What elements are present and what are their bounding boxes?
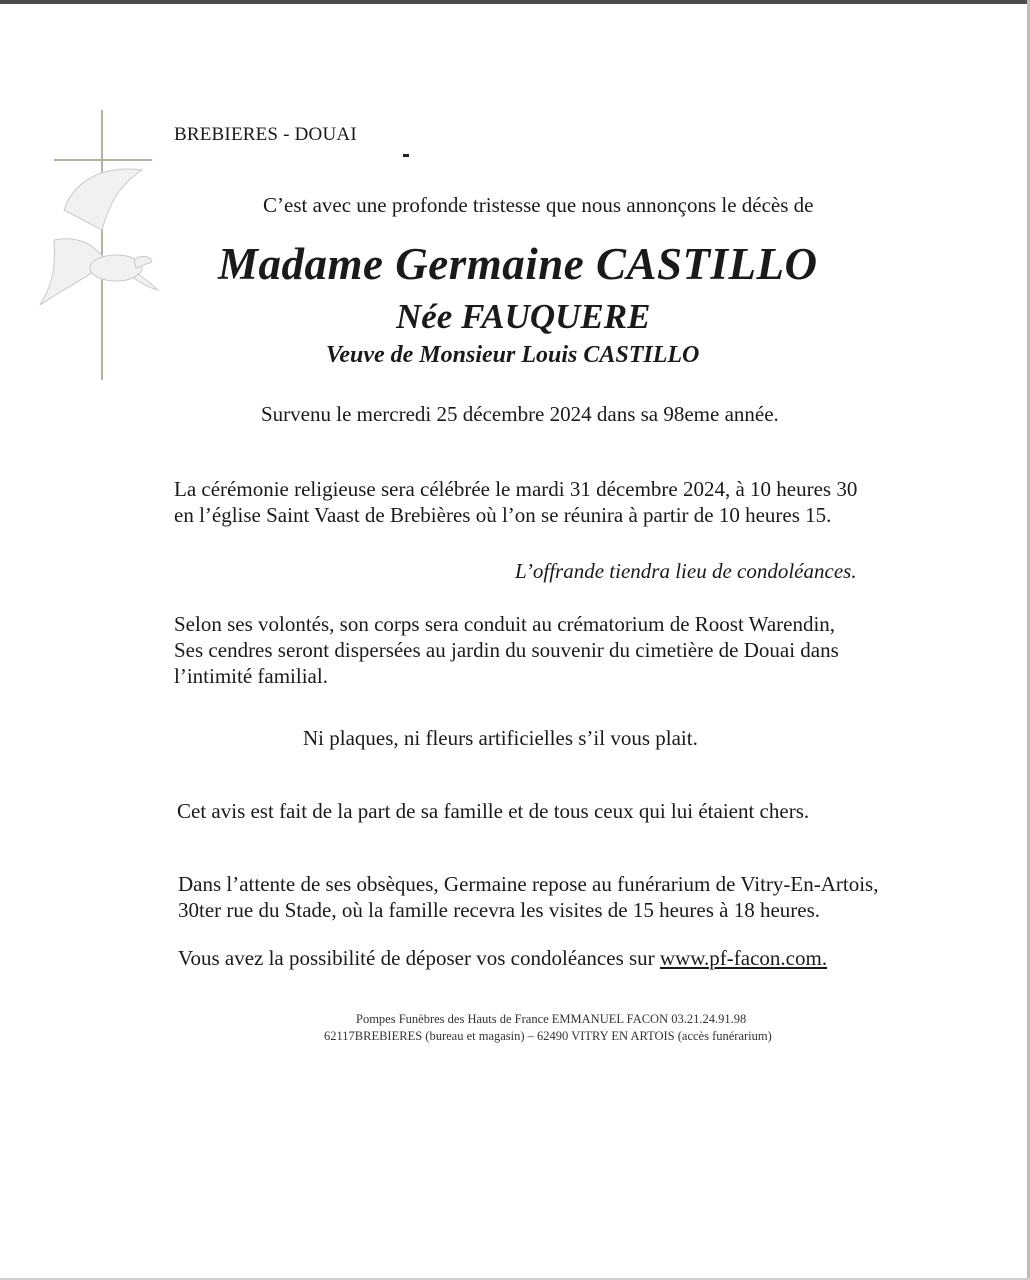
scan-speck <box>403 154 409 157</box>
footer-line-2: 62117BREBIERES (bureau et magasin) – 62490 VITRY EN ARTOIS (accès funérarium) <box>324 1029 772 1043</box>
condolences-text: Vous avez la possibilité de déposer vos condoléances sur <box>178 946 655 970</box>
dove-icon <box>40 169 158 305</box>
condolences-line <box>178 945 827 971</box>
wishes-line-1: Selon ses volontés, son corps sera conduit au crématorium de Roost Warendin, <box>174 612 836 636</box>
deceased-name: Madame Germaine CASTILLO <box>218 239 818 289</box>
condolences-link[interactable]: www.pf-facon.com. <box>659 946 828 970</box>
widow-of: Veuve de Monsieur Louis CASTILLO <box>326 342 700 368</box>
cross-dove-emblem <box>34 110 164 385</box>
flowers-note: Ni plaques, ni fleurs artificielles s’il vous plait. <box>303 726 698 750</box>
repose-line-2: 30ter rue du Stade, où la famille recevra les visites de 15 heures à 18 heures. <box>178 898 821 922</box>
scan-border-top <box>0 0 1030 4</box>
family-note: Cet avis est fait de la part de sa famille et de tous ceux qui lui étaient chers. <box>177 799 810 823</box>
repose-line-1: Dans l’attente de ses obsèques, Germaine repose au funérarium de Vitry-En-Artois, <box>178 872 879 896</box>
wishes-line-2: Ses cendres seront dispersées au jardin du souvenir du cimetière de Douai dans <box>174 638 839 662</box>
footer-line-1: Pompes Funèbres des Hauts de France EMMANUEL FACON 03.21.24.91.98 <box>356 1012 747 1026</box>
header-location: BREBIERES - DOUAI <box>174 124 357 145</box>
offering-note: L’offrande tiendra lieu de condoléances. <box>515 559 857 583</box>
maiden-name: Née FAUQUERE <box>396 297 651 336</box>
intro-text: C’est avec une profonde tristesse que nous annonçons le décès de <box>263 193 814 217</box>
ceremony-line-2: en l’église Saint Vaast de Brebières où l’on se réunira à partir de 10 heures 15. <box>174 503 832 527</box>
death-date: Survenu le mercredi 25 décembre 2024 dans sa 98eme année. <box>261 402 779 426</box>
ceremony-line-1: La cérémonie religieuse sera célébrée le mardi 31 décembre 2024, à 10 heures 30 <box>174 477 858 501</box>
wishes-line-3: l’intimité familial. <box>174 664 328 688</box>
